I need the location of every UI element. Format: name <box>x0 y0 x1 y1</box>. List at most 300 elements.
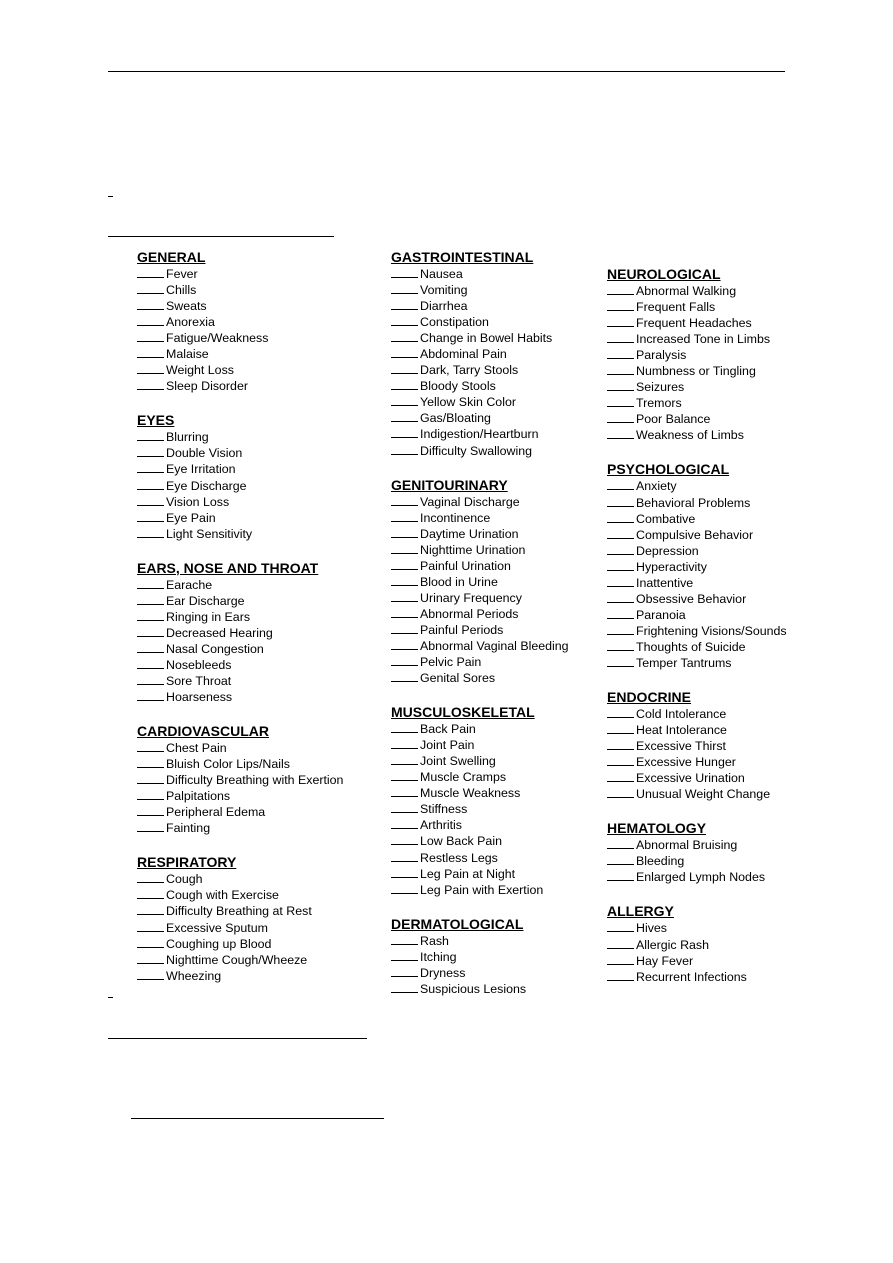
symptom-label: Suspicious Lesions <box>420 981 527 996</box>
check-blank[interactable] <box>607 331 634 343</box>
check-blank[interactable] <box>391 526 418 538</box>
symptom-label: Chest Pain <box>166 741 227 756</box>
symptom-item <box>391 574 601 590</box>
symptom-item <box>137 887 382 903</box>
check-blank[interactable] <box>391 378 418 390</box>
check-blank[interactable] <box>137 756 164 768</box>
symptom-label: Pelvic Pain <box>420 655 482 670</box>
symptom-label: Gas/Bloating <box>420 411 491 426</box>
symptom-label: Hyperactivity <box>636 559 707 574</box>
check-blank[interactable] <box>391 558 418 570</box>
symptom-label: Dryness <box>420 965 466 980</box>
symptom-label: Abnormal Periods <box>420 606 519 621</box>
symptom-item <box>607 427 787 443</box>
symptom-label: Joint Pain <box>420 738 475 753</box>
section-cardiovascular <box>137 723 382 836</box>
symptom-label: Palpitations <box>166 789 231 804</box>
symptom-item <box>137 298 382 314</box>
symptom-label: Cough <box>166 872 203 887</box>
check-blank[interactable] <box>391 346 418 358</box>
check-blank[interactable] <box>607 920 634 932</box>
symptom-item <box>137 609 382 625</box>
symptom-label: Change in Bowel Habits <box>420 331 553 346</box>
symptom-label: Bloody Stools <box>420 379 496 394</box>
symptom-item <box>391 266 601 282</box>
check-blank[interactable] <box>391 410 418 422</box>
symptom-label: Joint Swelling <box>420 754 496 769</box>
section-title: NEUROLOGICAL <box>607 266 721 282</box>
symptom-item <box>391 330 601 346</box>
check-blank[interactable] <box>137 577 164 589</box>
check-blank[interactable] <box>137 820 164 832</box>
check-blank[interactable] <box>137 266 164 278</box>
check-blank[interactable] <box>137 657 164 669</box>
check-blank[interactable] <box>607 591 634 603</box>
symptom-item <box>137 461 382 477</box>
check-blank[interactable] <box>137 609 164 621</box>
symptom-item <box>137 689 382 705</box>
check-blank[interactable] <box>391 266 418 278</box>
symptom-item <box>391 510 601 526</box>
check-blank[interactable] <box>607 770 634 782</box>
symptom-label: Frightening Visions/Sounds <box>636 623 787 638</box>
check-blank[interactable] <box>391 362 418 374</box>
symptom-label: Earache <box>166 577 213 592</box>
check-blank[interactable] <box>607 478 634 490</box>
symptom-label: Weight Loss <box>166 363 234 378</box>
check-blank[interactable] <box>137 920 164 932</box>
symptom-item <box>137 968 382 984</box>
symptom-item <box>607 527 787 543</box>
check-blank[interactable] <box>391 394 418 406</box>
symptom-label: Leg Pain at Night <box>420 866 516 881</box>
symptom-item <box>137 756 382 772</box>
symptom-label: Peripheral Edema <box>166 805 266 820</box>
symptom-label: Muscle Weakness <box>420 786 521 801</box>
symptom-item <box>391 443 601 459</box>
check-blank[interactable] <box>391 785 418 797</box>
check-blank[interactable] <box>137 641 164 653</box>
symptom-label: Seizures <box>636 380 685 395</box>
symptom-label: Behavioral Problems <box>636 495 751 510</box>
check-blank[interactable] <box>137 788 164 800</box>
check-blank[interactable] <box>607 299 634 311</box>
symptom-item <box>137 804 382 820</box>
symptom-label: Bleeding <box>636 854 685 869</box>
symptom-item <box>137 478 382 494</box>
check-blank[interactable] <box>391 866 418 878</box>
symptom-item <box>137 788 382 804</box>
check-blank[interactable] <box>607 527 634 539</box>
symptom-label: Eye Irritation <box>166 462 236 477</box>
symptom-item <box>607 786 787 802</box>
symptom-label: Depression <box>636 543 699 558</box>
check-blank[interactable] <box>607 427 634 439</box>
check-blank[interactable] <box>137 936 164 948</box>
symptom-item <box>607 299 787 315</box>
symptom-label: Abnormal Bruising <box>636 838 738 853</box>
check-blank[interactable] <box>391 670 418 682</box>
check-blank[interactable] <box>607 543 634 555</box>
check-blank[interactable] <box>137 952 164 964</box>
symptom-item <box>391 526 601 542</box>
symptom-label: Anorexia <box>166 315 215 330</box>
check-blank[interactable] <box>391 654 418 666</box>
check-blank[interactable] <box>137 625 164 637</box>
symptom-item <box>607 770 787 786</box>
symptom-label: Dark, Tarry Stools <box>420 363 519 378</box>
check-blank[interactable] <box>607 639 634 651</box>
symptom-item <box>607 559 787 575</box>
check-blank[interactable] <box>607 869 634 881</box>
check-blank[interactable] <box>391 282 418 294</box>
symptom-item <box>607 543 787 559</box>
symptom-label: Sleep Disorder <box>166 379 248 394</box>
check-blank[interactable] <box>607 937 634 949</box>
check-blank[interactable] <box>391 314 418 326</box>
symptom-label: Restless Legs <box>420 850 498 865</box>
symptom-label: Combative <box>636 511 696 526</box>
symptom-item <box>391 737 601 753</box>
symptom-item <box>137 903 382 919</box>
symptom-item <box>391 801 601 817</box>
check-blank[interactable] <box>391 494 418 506</box>
symptom-item <box>391 850 601 866</box>
symptom-label: Inattentive <box>636 575 694 590</box>
symptom-item <box>607 283 787 299</box>
symptom-item <box>391 949 601 965</box>
symptom-label: Vaginal Discharge <box>420 494 520 509</box>
symptom-label: Frequent Headaches <box>636 316 752 331</box>
check-blank[interactable] <box>137 887 164 899</box>
symptom-item <box>607 869 787 885</box>
symptom-item <box>607 315 787 331</box>
symptom-label: Fever <box>166 267 198 281</box>
symptom-item <box>607 607 787 623</box>
check-blank[interactable] <box>391 882 418 894</box>
symptom-label: Indigestion/Heartburn <box>420 427 539 442</box>
symptom-item <box>137 657 382 673</box>
symptom-item <box>607 969 787 985</box>
check-blank[interactable] <box>607 853 634 865</box>
section-title: PSYCHOLOGICAL <box>607 461 730 478</box>
symptom-item <box>391 494 601 510</box>
check-blank[interactable] <box>137 689 164 701</box>
check-blank[interactable] <box>391 622 418 634</box>
symptom-label: Yellow Skin Color <box>420 395 516 410</box>
symptom-item <box>137 820 382 836</box>
symptom-item <box>137 936 382 952</box>
symptom-label: Hoarseness <box>166 690 233 705</box>
check-blank[interactable] <box>137 968 164 980</box>
check-blank[interactable] <box>391 769 418 781</box>
check-blank[interactable] <box>607 754 634 766</box>
check-blank[interactable] <box>607 706 634 718</box>
symptom-label: Heat Intolerance <box>636 723 727 738</box>
check-blank[interactable] <box>607 495 634 507</box>
symptom-label: Paralysis <box>636 348 687 363</box>
symptom-label: Urinary Frequency <box>420 590 522 605</box>
check-blank[interactable] <box>607 953 634 965</box>
symptom-label: Excessive Thirst <box>636 739 726 754</box>
check-blank[interactable] <box>137 362 164 374</box>
symptom-label: Vision Loss <box>166 494 230 509</box>
symptom-label: Frequent Falls <box>636 300 716 315</box>
check-blank[interactable] <box>607 575 634 587</box>
symptom-item <box>607 411 787 427</box>
signature-line-bottom[interactable] <box>108 1038 367 1039</box>
check-blank[interactable] <box>391 949 418 961</box>
check-blank[interactable] <box>391 721 418 733</box>
symptom-item <box>391 638 601 654</box>
check-blank[interactable] <box>607 969 634 981</box>
symptom-item <box>137 282 382 298</box>
symptom-item <box>137 510 382 526</box>
section-title: GENITOURINARY <box>391 476 508 493</box>
symptom-label: Excessive Sputum <box>166 920 268 935</box>
symptom-item <box>137 593 382 609</box>
symptom-item <box>391 558 601 574</box>
symptom-item <box>607 511 787 527</box>
check-blank[interactable] <box>137 804 164 816</box>
symptom-label: Hives <box>636 921 667 936</box>
symptom-label: Nosebleeds <box>166 657 232 672</box>
symptom-item <box>137 314 382 330</box>
symptom-label: Compulsive Behavior <box>636 527 754 542</box>
check-blank[interactable] <box>391 298 418 310</box>
check-blank[interactable] <box>607 655 634 667</box>
symptom-label: Bluish Color Lips/Nails <box>166 757 290 772</box>
symptom-item <box>137 429 382 445</box>
symptom-label: Nighttime Urination <box>420 542 526 557</box>
check-blank[interactable] <box>137 282 164 294</box>
symptom-label: Back Pain <box>420 722 476 737</box>
symptom-item <box>137 641 382 657</box>
check-blank[interactable] <box>137 330 164 342</box>
field-dash-bottom <box>108 997 113 998</box>
check-blank[interactable] <box>391 965 418 977</box>
symptom-label: Diarrhea <box>420 299 468 314</box>
check-blank[interactable] <box>391 850 418 862</box>
symptom-item <box>607 575 787 591</box>
symptom-label: Fainting <box>166 821 211 836</box>
symptom-label: Tremors <box>636 396 682 411</box>
symptom-label: Light Sensitivity <box>166 526 253 541</box>
symptom-label: Difficulty Swallowing <box>420 443 533 458</box>
check-blank[interactable] <box>391 833 418 845</box>
check-blank[interactable] <box>391 638 418 650</box>
symptom-label: Wheezing <box>166 968 222 983</box>
symptom-item <box>137 330 382 346</box>
symptom-item <box>607 363 787 379</box>
symptom-label: Vomiting <box>420 283 468 298</box>
symptom-item <box>607 655 787 671</box>
symptom-item <box>391 721 601 737</box>
symptom-item <box>391 769 601 785</box>
check-blank[interactable] <box>607 315 634 327</box>
check-blank[interactable] <box>137 314 164 326</box>
symptom-label: Coughing up Blood <box>166 936 272 951</box>
symptom-item <box>137 673 382 689</box>
section-gastrointestinal <box>391 249 601 459</box>
check-blank[interactable] <box>391 590 418 602</box>
check-blank[interactable] <box>137 429 164 441</box>
symptom-label: Cold Intolerance <box>636 707 727 722</box>
section-genitourinary <box>391 477 601 687</box>
check-blank[interactable] <box>137 445 164 457</box>
check-blank[interactable] <box>391 606 418 618</box>
section-eyes <box>137 412 382 541</box>
check-blank[interactable] <box>607 837 634 849</box>
ros-column-3 <box>607 266 787 1003</box>
symptom-label: Enlarged Lymph Nodes <box>636 870 766 885</box>
symptom-item <box>137 378 382 394</box>
symptom-item <box>391 426 601 442</box>
symptom-label: Recurrent Infections <box>636 969 747 984</box>
check-blank[interactable] <box>391 426 418 438</box>
symptom-label: Malaise <box>166 347 209 362</box>
symptom-label: Difficulty Breathing at Rest <box>166 904 312 919</box>
section-title: ALLERGY <box>607 903 674 920</box>
symptom-label: Numbness or Tingling <box>636 364 756 379</box>
section-neurological <box>607 266 787 443</box>
symptom-item <box>607 495 787 511</box>
symptom-item <box>137 266 382 282</box>
symptom-label: Nighttime Cough/Wheeze <box>166 952 308 967</box>
symptom-item <box>391 622 601 638</box>
check-blank[interactable] <box>137 346 164 358</box>
check-blank[interactable] <box>391 443 418 455</box>
check-blank[interactable] <box>391 981 418 993</box>
symptom-label: Sore Throat <box>166 673 232 688</box>
symptom-item <box>137 362 382 378</box>
symptom-label: Blood in Urine <box>420 574 498 589</box>
section-endocrine <box>607 689 787 802</box>
symptom-item <box>607 738 787 754</box>
check-blank[interactable] <box>607 559 634 571</box>
signature-line-top[interactable] <box>108 236 334 237</box>
check-blank[interactable] <box>137 478 164 490</box>
check-blank[interactable] <box>137 378 164 390</box>
symptom-item <box>607 639 787 655</box>
section-title: EYES <box>137 412 175 429</box>
section-title: EARS, NOSE AND THROAT <box>137 559 319 576</box>
check-blank[interactable] <box>391 753 418 765</box>
check-blank[interactable] <box>137 461 164 473</box>
symptom-item <box>391 866 601 882</box>
check-blank[interactable] <box>391 330 418 342</box>
section-title: HEMATOLOGY <box>607 820 707 837</box>
check-blank[interactable] <box>391 933 418 945</box>
check-blank[interactable] <box>391 542 418 554</box>
symptom-item <box>607 754 787 770</box>
check-blank[interactable] <box>607 379 634 391</box>
symptom-label: Fatigue/Weakness <box>166 331 269 346</box>
check-blank[interactable] <box>607 511 634 523</box>
symptom-item <box>607 722 787 738</box>
section-title: MUSCULOSKELETAL <box>391 704 535 721</box>
check-blank[interactable] <box>137 510 164 522</box>
check-blank[interactable] <box>607 395 634 407</box>
check-blank[interactable] <box>391 817 418 829</box>
symptom-label: Allergic Rash <box>636 937 709 952</box>
symptom-item <box>137 740 382 756</box>
symptom-item <box>607 347 787 363</box>
symptom-label: Poor Balance <box>636 412 711 427</box>
check-blank[interactable] <box>137 673 164 685</box>
symptom-item <box>137 871 382 887</box>
check-blank[interactable] <box>607 607 634 619</box>
symptom-label: Double Vision <box>166 446 243 461</box>
check-blank[interactable] <box>137 871 164 883</box>
symptom-label: Nasal Congestion <box>166 641 264 656</box>
section-title: DERMATOLOGICAL <box>391 915 524 932</box>
date-line[interactable] <box>131 1118 384 1119</box>
symptom-item <box>137 346 382 362</box>
symptom-label: Hay Fever <box>636 953 694 968</box>
symptom-label: Ringing in Ears <box>166 609 251 624</box>
check-blank[interactable] <box>607 363 634 375</box>
check-blank[interactable] <box>607 411 634 423</box>
check-blank[interactable] <box>137 298 164 310</box>
symptom-item <box>607 937 787 953</box>
symptom-label: Obsessive Behavior <box>636 591 747 606</box>
section-respiratory <box>137 854 382 983</box>
check-blank[interactable] <box>391 801 418 813</box>
check-blank[interactable] <box>607 738 634 750</box>
check-blank[interactable] <box>391 574 418 586</box>
symptom-item <box>391 542 601 558</box>
check-blank[interactable] <box>137 593 164 605</box>
check-blank[interactable] <box>137 903 164 915</box>
check-blank[interactable] <box>607 283 634 295</box>
symptom-item <box>391 882 601 898</box>
symptom-label: Ear Discharge <box>166 593 245 608</box>
check-blank[interactable] <box>391 510 418 522</box>
symptom-item <box>137 445 382 461</box>
symptom-item <box>391 981 601 997</box>
symptom-label: Muscle Cramps <box>420 770 507 785</box>
check-blank[interactable] <box>607 623 634 635</box>
field-dash-top <box>108 196 113 197</box>
symptom-item <box>607 953 787 969</box>
symptom-label: Leg Pain with Exertion <box>420 882 544 897</box>
symptom-item <box>137 494 382 510</box>
check-blank[interactable] <box>137 526 164 538</box>
symptom-label: Itching <box>420 949 457 964</box>
check-blank[interactable] <box>607 722 634 734</box>
symptom-label: Eye Pain <box>166 510 216 525</box>
check-blank[interactable] <box>137 772 164 784</box>
symptom-label: Abnormal Vaginal Bleeding <box>420 638 569 653</box>
symptom-item <box>391 378 601 394</box>
symptom-item <box>391 410 601 426</box>
check-blank[interactable] <box>607 347 634 359</box>
symptom-item <box>137 772 382 788</box>
symptom-label: Eye Discharge <box>166 478 247 493</box>
check-blank[interactable] <box>607 786 634 798</box>
check-blank[interactable] <box>137 740 164 752</box>
symptom-label: Low Back Pain <box>420 834 502 849</box>
section-allergy <box>607 903 787 984</box>
symptom-label: Weakness of Limbs <box>636 428 744 443</box>
symptom-item <box>391 606 601 622</box>
symptom-label: Abnormal Walking <box>636 284 737 298</box>
symptom-item <box>607 853 787 869</box>
check-blank[interactable] <box>137 494 164 506</box>
symptom-item <box>137 526 382 542</box>
check-blank[interactable] <box>391 737 418 749</box>
